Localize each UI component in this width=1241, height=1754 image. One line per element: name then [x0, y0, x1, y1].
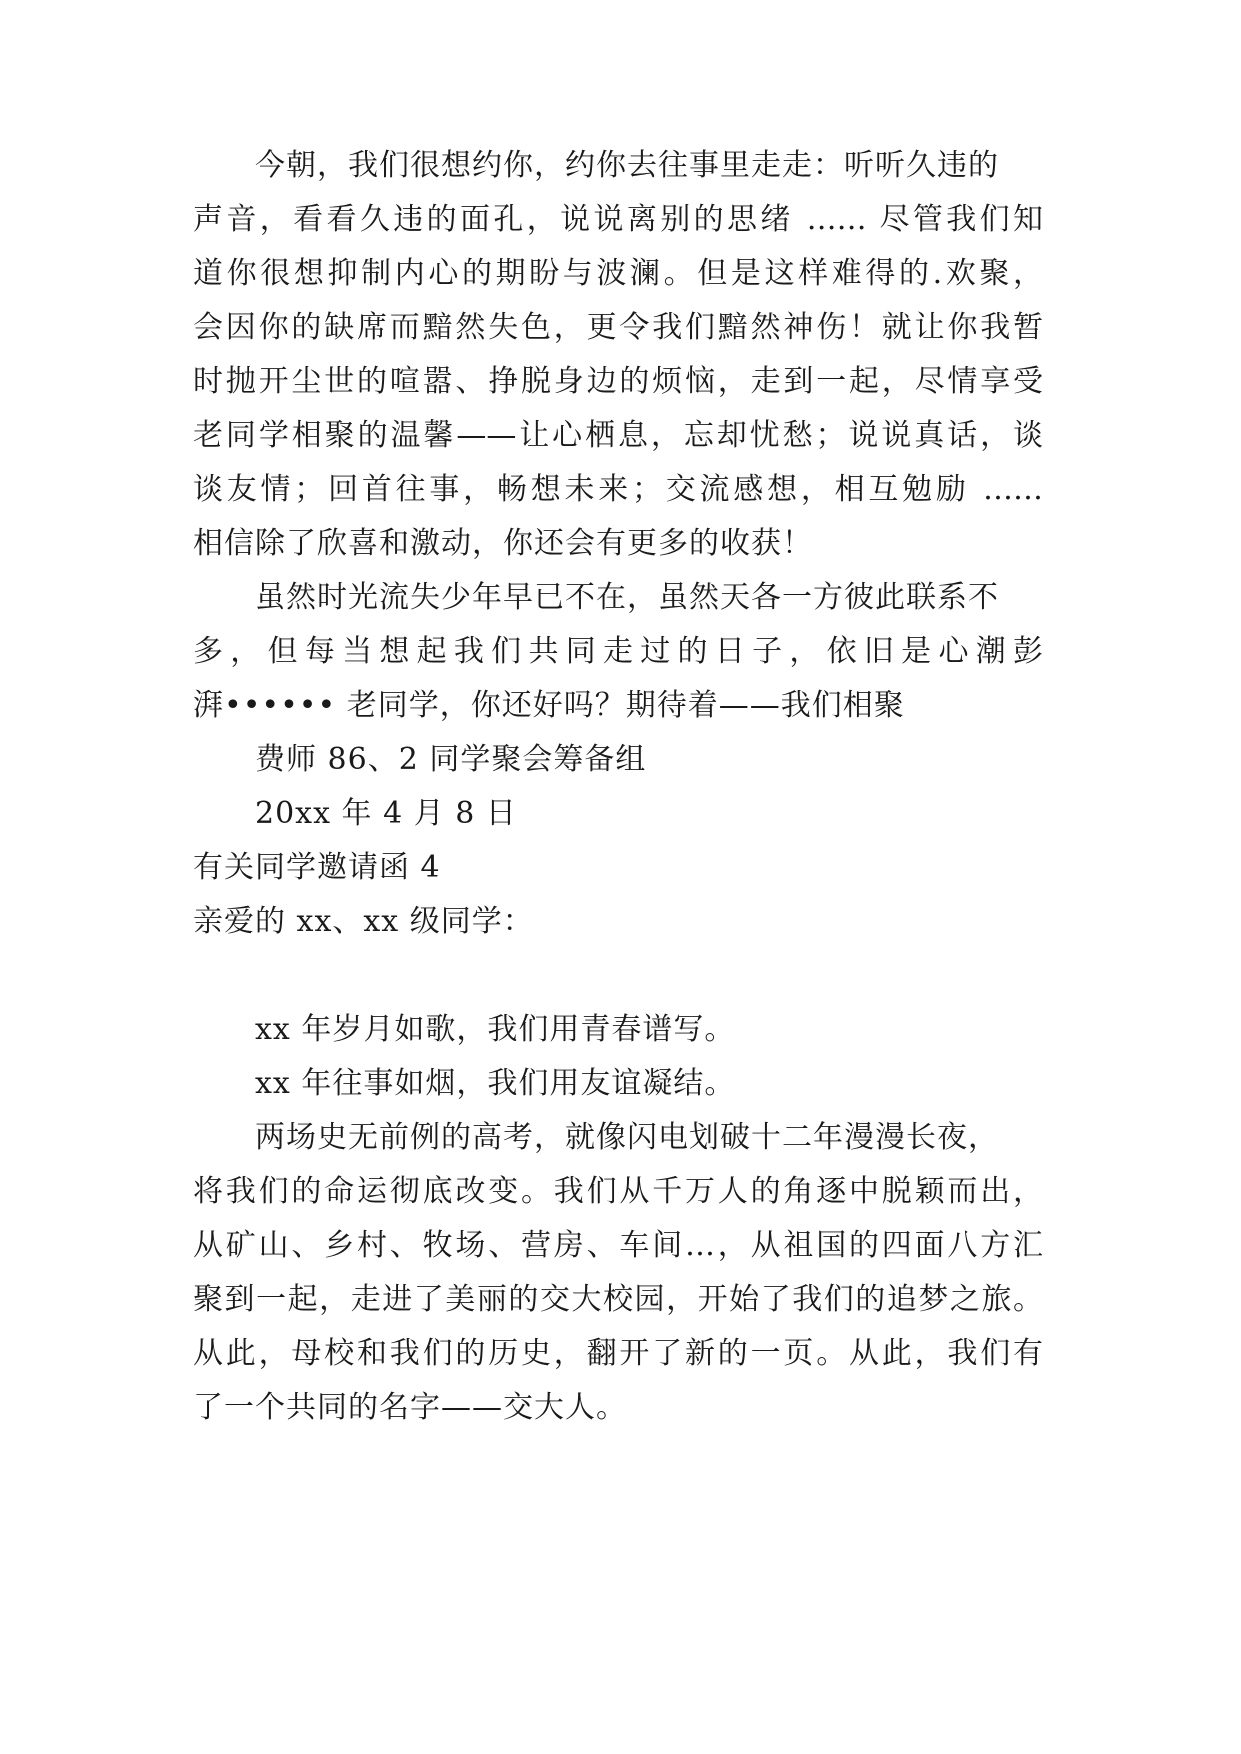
paragraph-1-line-3: 道你很想抑制内心的期盼与波澜。但是这样难得的.欢聚， [193, 256, 1043, 291]
paragraph-2-line-1: 虽然时光流失少年早已不在，虽然天各一方彼此联系不 [255, 580, 999, 615]
paragraph-1-line-6: 老同学相聚的温馨——让心栖息，忘却忧愁；说说真话，谈 [193, 418, 1043, 453]
paragraph-1-line-2: 声音，看看久违的面孔，说说离别的思绪 …… 尽管我们知 [193, 202, 1043, 237]
paragraph-2-line-2: 多，但每当想起我们共同走过的日子，依旧是心潮彭 [193, 634, 1043, 669]
paragraph-3-line-2: 将我们的命运彻底改变。我们从千万人的角逐中脱颖而出， [193, 1174, 1043, 1209]
paragraph-3-line-4: 聚到一起，走进了美丽的交大校园，开始了我们的追梦之旅。 [193, 1282, 1043, 1317]
verse-line-1: xx 年岁月如歌，我们用青春谱写。 [255, 1012, 736, 1047]
paragraph-1-line-1: 今朝，我们很想约你，约你去往事里走走：听听久违的 [255, 148, 999, 183]
verse-line-2: xx 年往事如烟，我们用友谊凝结。 [255, 1066, 736, 1101]
paragraph-1-line-5: 时抛开尘世的喧嚣、挣脱身边的烦恼，走到一起，尽情享受 [193, 364, 1043, 399]
salutation: 亲爱的 xx、xx 级同学： [193, 904, 534, 939]
paragraph-3-line-3: 从矿山、乡村、牧场、营房、车间…，从祖国的四面八方汇 [193, 1228, 1043, 1263]
paragraph-2-line-3: 湃•••••• 老同学，你还好吗？期待着——我们相聚 [193, 688, 905, 723]
signature-date: 20xx 年 4 月 8 日 [255, 796, 517, 831]
paragraph-3-line-5: 从此，母校和我们的历史，翻开了新的一页。从此，我们有 [193, 1336, 1043, 1371]
paragraph-3-line-1: 两场史无前例的高考，就像闪电划破十二年漫漫长夜， [255, 1120, 999, 1155]
paragraph-1-line-4: 会因你的缺席而黯然失色，更令我们黯然神伤！就让你我暂 [193, 310, 1043, 345]
paragraph-1-line-8: 相信除了欣喜和激动，你还会有更多的收获！ [193, 526, 813, 561]
paragraph-3-line-6: 了一个共同的名字——交大人。 [193, 1390, 627, 1425]
section-title: 有关同学邀请函 4 [193, 850, 441, 885]
paragraph-1-line-7: 谈友情；回首往事，畅想未来；交流感想，相互勉励 …… [193, 472, 1043, 507]
signature-organizer: 费师 86、2 同学聚会筹备组 [255, 742, 647, 777]
